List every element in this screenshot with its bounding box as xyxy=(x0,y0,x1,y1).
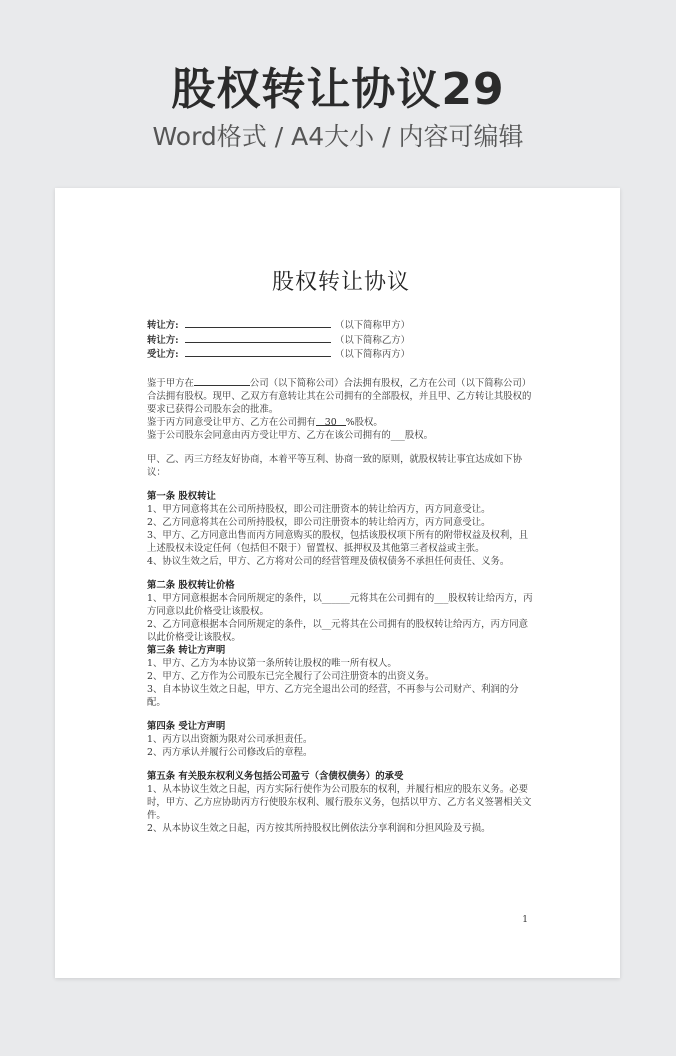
banner-title: 股权转让协议29 xyxy=(171,64,505,115)
party-label: 受让方: xyxy=(147,349,179,360)
section-item: 4、协议生效之后，甲方、乙方将对公司的经营管理及债权债务不承担任何责任、义务。 xyxy=(147,556,510,567)
section-heading: 第一条 股权转让 xyxy=(147,491,216,502)
document-body xyxy=(147,376,535,835)
party-label: 转让方: xyxy=(147,334,179,346)
section-item: 3、自本协议生效之日起，甲方、乙方完全退出公司的经营，不再参与公司财产、利润的分配。 xyxy=(147,684,519,708)
blank-line xyxy=(194,376,250,386)
intro-paragraph xyxy=(147,376,535,416)
blank-line: 30 xyxy=(316,416,346,426)
section-heading: 第五条 有关股东权利义务包括公司盈亏（含债权债务）的承受 xyxy=(147,771,404,782)
section-item: 1、丙方以出资额为限对公司承担责任。 xyxy=(147,734,313,745)
intro-text: %股权。 xyxy=(345,417,383,428)
party-row xyxy=(147,347,535,362)
party-blank-line xyxy=(185,333,331,343)
party-note: （以下简称丙方） xyxy=(335,349,411,360)
intro-text: 公司（以下简称公司）合法拥有股权，乙方在公司（以下简称公司）合法拥有股权。现甲、乙双方有意转让其在公司拥有的全部股权，并且甲、乙方转让其股权的要求已获得公司股东会的批准。 xyxy=(147,378,532,415)
section-heading: 第三条 转让方声明 xyxy=(147,645,226,656)
intro-paragraph: 鉴于公司股东会同意由丙方受让甲方、乙方在该公司拥有的___股权。 xyxy=(147,430,433,441)
section-item: 3、甲方、乙方同意出售而丙方同意购买的股权，包括该股权项下所有的附带权益及权利，且上述股权未设定任何（包括但不限于）留置权、抵押权及其他第三者权益或主张。 xyxy=(147,530,528,554)
party-note: （以下简称乙方） xyxy=(335,334,411,346)
document-title: 股权转让协议 xyxy=(271,270,410,295)
intro-text: 鉴于丙方同意受让甲方、乙方在公司拥有 xyxy=(147,417,316,428)
document-page xyxy=(55,188,620,978)
section-heading: 第四条 受让方声明 xyxy=(147,721,226,732)
banner-subtitle: Word格式 / A4大小 / 内容可编辑 xyxy=(152,122,524,151)
intro-paragraph: 甲、乙、丙三方经友好协商，本着平等互利、协商一致的原则，就股权转让事宜达成如下协议： xyxy=(147,454,523,478)
section-item: 1、甲方同意根据本合同所规定的条件，以______元将其在公司拥有的___股权转让给丙方，丙方同意以此价格受让该股权。 xyxy=(147,593,533,617)
section-item: 2、乙方同意根据本合同所规定的条件，以__元将其在公司拥有的股权转让给丙方，丙方同意以此价格受让该股权。 xyxy=(147,619,528,643)
party-row xyxy=(147,333,535,348)
section-item: 1、甲方、乙方为本协议第一条所转让股权的唯一所有权人。 xyxy=(147,658,397,669)
section-item: 2、甲方、乙方作为公司股东已完全履行了公司注册资本的出资义务。 xyxy=(147,671,435,682)
party-label: 转让方: xyxy=(147,320,179,331)
section-item: 1、甲方同意将其在公司所持股权，即公司注册资本的转让给丙方，丙方同意受让。 xyxy=(147,504,491,515)
section-item: 2、丙方承认并履行公司修改后的章程。 xyxy=(147,747,313,758)
party-blank-line xyxy=(185,347,331,357)
intro-paragraph xyxy=(147,416,535,429)
section-heading: 第二条 股权转让价格 xyxy=(147,580,235,591)
page-number: 1 xyxy=(522,915,528,925)
section-item: 1、从本协议生效之日起，丙方实际行使作为公司股东的权利，并履行相应的股东义务。必要时，甲方、乙方应协助丙方行使股东权利、履行股东义务，包括以甲方、乙方名义签署相关文件。 xyxy=(147,784,532,821)
section-item: 2、从本协议生效之日起，丙方按其所持股权比例依法分享利润和分担风险及亏损。 xyxy=(147,823,491,834)
party-note: （以下简称甲方） xyxy=(335,320,411,331)
party-list xyxy=(147,318,535,362)
party-row xyxy=(147,318,535,333)
intro-text: 鉴于甲方在 xyxy=(147,378,194,389)
section-item: 2、乙方同意将其在公司所持股权，即公司注册资本的转让给丙方，丙方同意受让。 xyxy=(147,517,491,528)
party-blank-line xyxy=(185,318,331,328)
